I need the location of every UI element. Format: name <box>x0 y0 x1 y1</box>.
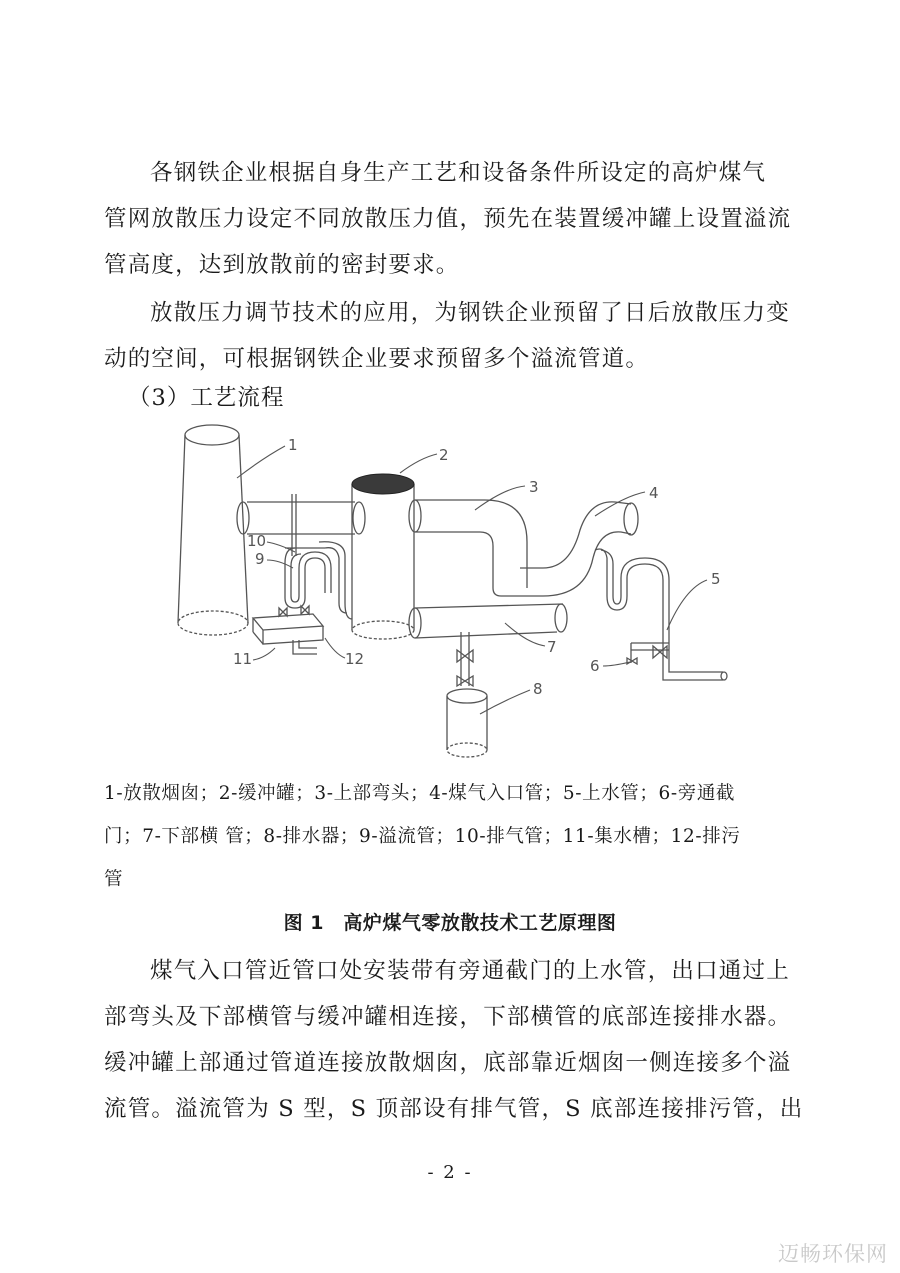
label-3: 3 <box>529 478 539 496</box>
label-1: 1 <box>288 436 298 454</box>
lower-pipe-shape <box>409 604 567 638</box>
connector-pipe-shape <box>237 502 365 534</box>
text-line: 管网放散压力设定不同放散压力值，预先在装置缓冲罐上设置溢流 <box>104 206 792 232</box>
label-6: 6 <box>590 657 600 675</box>
upper-elbow-shape <box>409 500 527 596</box>
drainer-shape <box>447 632 487 757</box>
tank-cap <box>352 474 414 494</box>
text-line: 各钢铁企业根据自身生产工艺和设备条件所设定的高炉煤气 <box>150 160 767 186</box>
label-8: 8 <box>533 680 543 698</box>
water-supply-pipe-shape <box>595 549 727 680</box>
chimney-shape <box>178 425 248 635</box>
section-heading: （3）工艺流程 <box>128 385 285 411</box>
paragraph-process-description <box>104 948 804 1132</box>
label-7: 7 <box>547 638 557 656</box>
label-5: 5 <box>711 570 721 588</box>
gas-inlet-pipe-shape <box>520 502 638 596</box>
figure-legend <box>104 772 804 901</box>
label-2: 2 <box>439 446 449 464</box>
text-line: 流管。溢流管为 S 型，S 顶部设有排气管，S 底部连接排污管，出 <box>104 1096 804 1122</box>
watermark: 迈畅环保网 <box>778 1242 888 1266</box>
overflow-pipe-shape <box>285 494 352 619</box>
page-number: - 2 - <box>427 1162 473 1183</box>
legend-line: 1-放散烟囱；2-缓冲罐；3-上部弯头；4-煤气入口管；5-上水管；6-旁通截 <box>104 783 736 804</box>
text-line: 煤气入口管近管口处安装带有旁通截门的上水管，出口通过上 <box>150 958 790 984</box>
legend-line: 门；7-下部横 管；8-排水器；9-溢流管；10-排气管；11-集水槽；12-排污 <box>104 826 741 847</box>
label-10: 10 <box>247 532 267 550</box>
label-4: 4 <box>649 484 659 502</box>
figure-caption: 图 1 高炉煤气零放散技术工艺原理图 <box>283 912 617 934</box>
legend-line: 管 <box>104 869 124 890</box>
text-line: 缓冲罐上部通过管道连接放散烟囱，底部靠近烟囱一侧连接多个溢 <box>104 1050 792 1076</box>
text-line: 管高度，达到放散前的密封要求。 <box>104 252 460 278</box>
label-9: 9 <box>255 550 265 568</box>
buffer-tank-shape <box>352 484 414 639</box>
paragraph-pressure-setting <box>104 150 799 288</box>
text-line: 部弯头及下部横管与缓冲罐相连接，下部横管的底部连接排水器。 <box>104 1004 792 1030</box>
collection-trough-shape <box>253 606 323 654</box>
text-line: 放散压力调节技术的应用，为钢铁企业预留了日后放散压力变 <box>150 300 790 326</box>
paragraph-pressure-adjustment <box>104 290 799 382</box>
process-diagram <box>175 418 735 763</box>
text-line: 动的空间，可根据钢铁企业要求预留多个溢流管道。 <box>104 346 650 372</box>
label-12: 12 <box>345 650 365 668</box>
label-11: 11 <box>233 650 253 668</box>
